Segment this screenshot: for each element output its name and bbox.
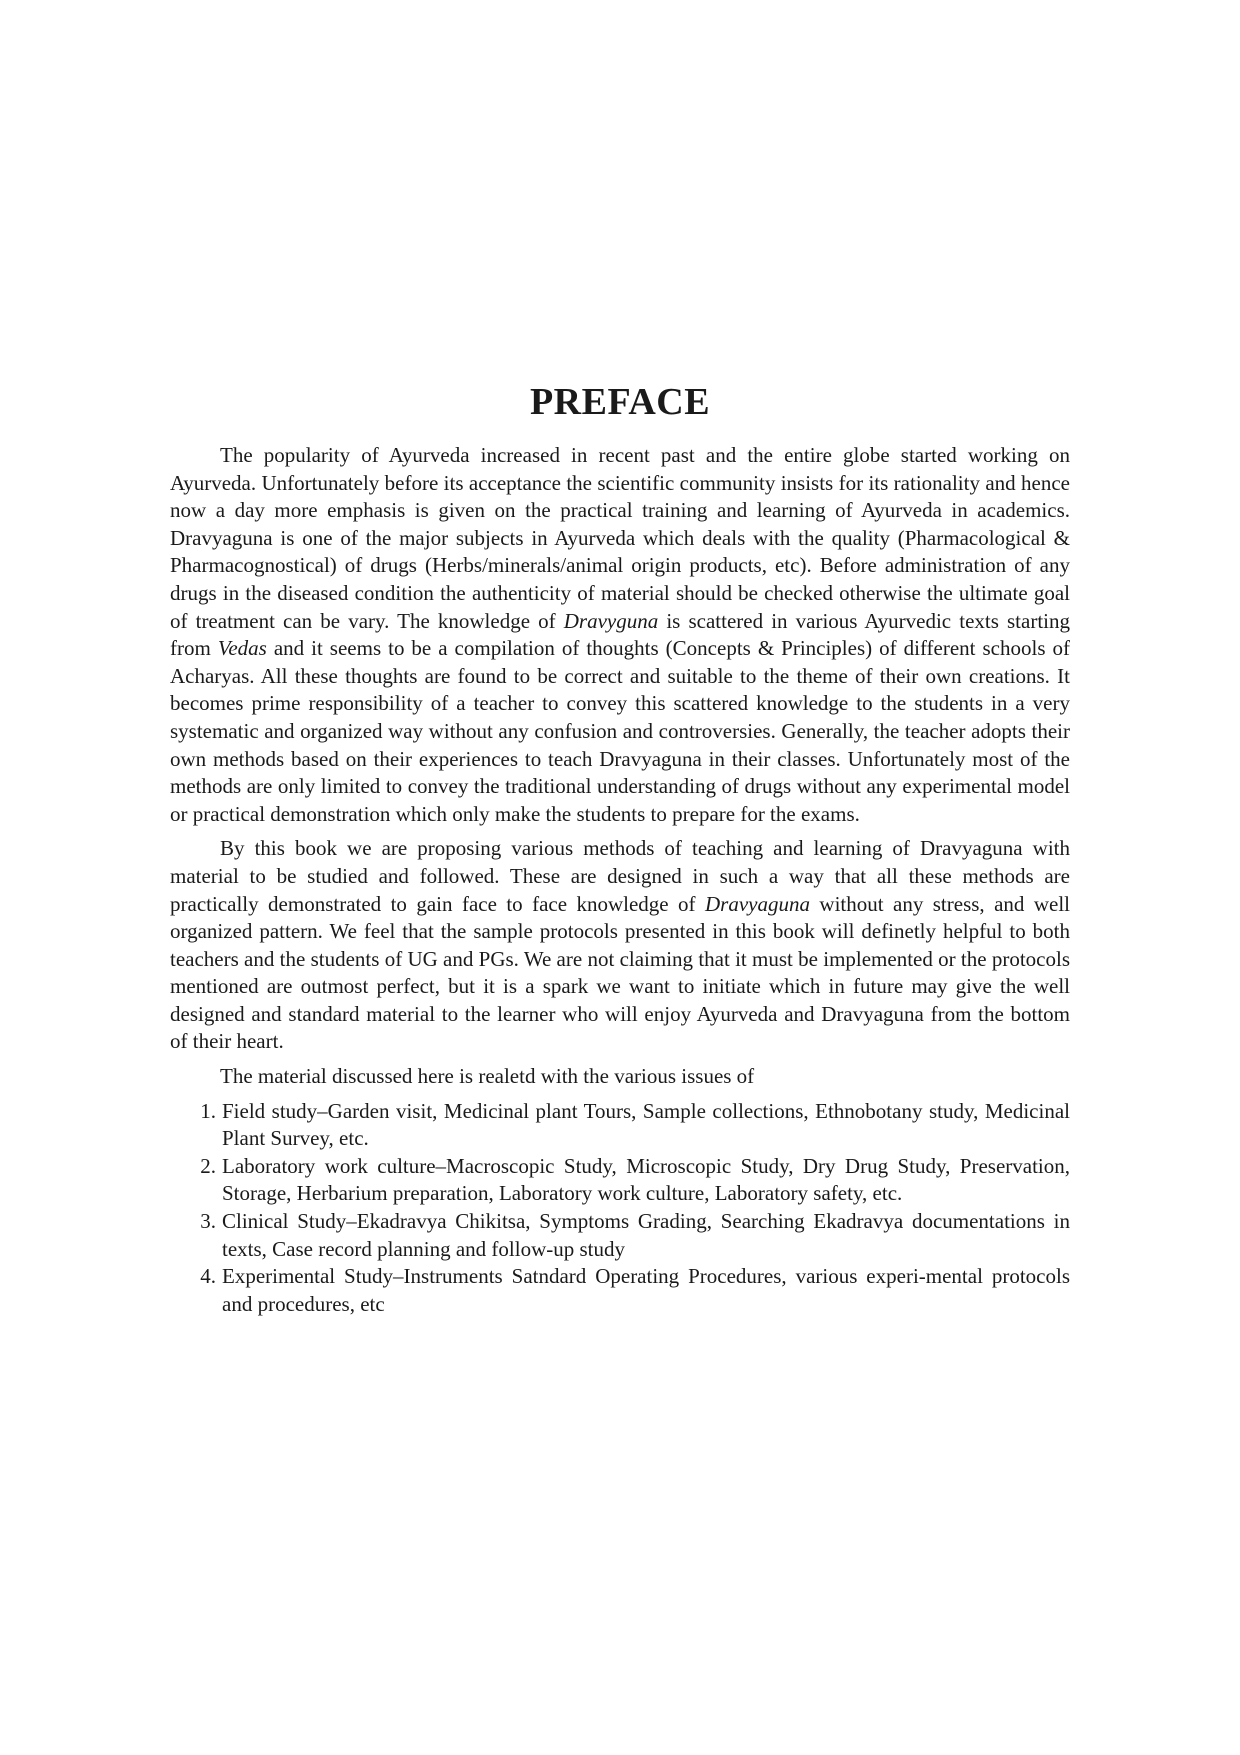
- paragraph-text: is scattered in various Ayurvedic texts starting from: [170, 608, 1070, 661]
- preface-paragraph-1: [170, 442, 1070, 828]
- paragraph-text: The popularity of Ayurveda increased in recent past and the entire globe started working on Ayurveda. Unfortunately before its acceptance the scientific community insists for its rationality and hence now a day more emphasis is given on the practical training and learning of Ayurveda in academics. Dravyaguna is one of the major subjects in Ayurveda which deals with the quality (Pharmacological & Pharmacognostical) of drugs (Herbs/minerals/animal origin products, etc). Before administration of any drugs in the diseased condition the authenticity of material should be checked otherwise the ultimate goal of treatment can be vary. The knowledge of: [170, 443, 1070, 633]
- list-item-number: 1.: [200, 1098, 216, 1123]
- list-item-text: Clinical Study–Ekadravya Chikitsa, Symptoms Grading, Searching Ekadravya documentations in texts, Case record planning and follow-up study: [222, 1209, 1070, 1261]
- preface-paragraph-2: [170, 835, 1070, 1056]
- list-item: [170, 1208, 1070, 1263]
- italic-term-dravyguna: Dravyguna: [563, 608, 659, 633]
- list-item-number: 2.: [200, 1153, 216, 1178]
- italic-term-vedas: Vedas: [217, 636, 267, 661]
- page-title: PREFACE: [529, 381, 711, 423]
- list-item: [170, 1263, 1070, 1318]
- issues-list: [170, 1098, 1070, 1319]
- list-item-text: Laboratory work culture–Macroscopic Study, Microscopic Study, Dry Drug Study, Preservation, Storage, Herbarium preparation, Laboratory work culture, Laboratory safety, etc.: [222, 1153, 1070, 1206]
- list-item-number: 4.: [200, 1264, 216, 1289]
- preface-paragraph-3: The material discussed here is realetd with the various issues of: [220, 1064, 755, 1089]
- list-item-text: Field study–Garden visit, Medicinal plant Tours, Sample collections, Ethnobotany study, Medicinal Plant Survey, etc.: [222, 1098, 1070, 1151]
- paragraph-text: without any stress, and well organized pattern. We feel that the sample protocols presented in this book will definetly helpful to both teachers and the students of UG and PGs. We are not claiming that it must be implemented or the protocols mentioned are outmost perfect, but it is a spark we want to initiate which in future may give the well designed and standard material to the learner who will enjoy Ayurveda and Dravyaguna from the bottom of their heart.: [170, 891, 1070, 1054]
- preface-page: [170, 380, 1070, 1318]
- italic-term-dravyaguna: Dravyaguna: [704, 891, 810, 916]
- paragraph-text: and it seems to be a compilation of thoughts (Concepts & Principles) of different schools of Acharyas. All these thoughts are found to be correct and suitable to the theme of their own creations. It becomes prime responsibility of a teacher to convey this scattered knowledge to the students in a very systematic and organized way without any confusion and controversies. Generally, the teacher adopts their own methods based on their experiences to teach Dravyaguna in their classes. Unfortunately most of the methods are only limited to convey the traditional understanding of drugs without any experimental model or practical demonstration which only make the students to prepare for the exams.: [170, 636, 1070, 826]
- list-item-number: 3.: [200, 1209, 216, 1234]
- list-item-text: Experimental Study–Instruments Satndard Operating Procedures, various experi-mental protocols and procedures, etc: [222, 1264, 1070, 1316]
- list-item: [170, 1098, 1070, 1153]
- paragraph-text: By this book we are proposing various methods of teaching and learning of Dravyaguna with material to be studied and followed. These are designed in such a way that all these methods are practically demonstrated to gain face to face knowledge of: [170, 836, 1070, 916]
- list-item: [170, 1153, 1070, 1208]
